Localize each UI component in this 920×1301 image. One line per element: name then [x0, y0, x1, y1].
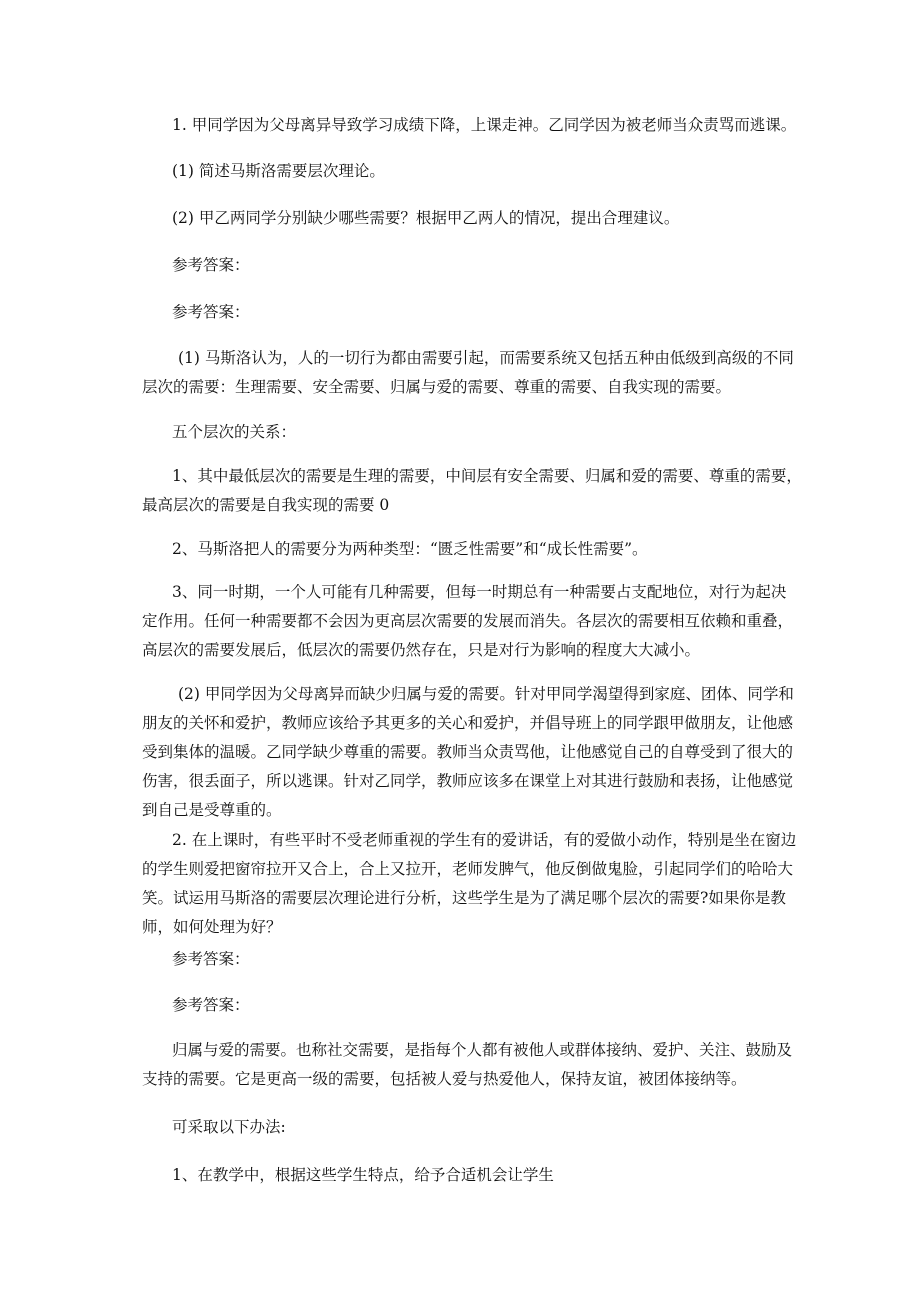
text-line: 参考答案： — [172, 256, 250, 274]
text-line: (2) 甲乙两同学分别缺少哪些需要？根据甲乙两人的情况，提出合理建议。 — [172, 209, 680, 227]
answer-label — [172, 251, 250, 280]
relations-heading — [172, 418, 296, 447]
answer-2-definition — [142, 1036, 793, 1094]
text-line: 高层次的需要发展后，低层次的需要仍然存在，只是对行为影响的程度大大减小。 — [142, 641, 701, 659]
question-1-part-1 — [172, 157, 385, 186]
text-line: 五个层次的关系： — [172, 423, 297, 441]
text-line: 1、其中最低层次的需要是生理的需要，中间层有安全需要、归属和爱的需要、尊重的需要， — [172, 467, 802, 485]
text-line: 2. 在上课时，有些平时不受老师重视的学生有的爱讲话，有的爱做小动作，特别是坐在窗边 — [172, 831, 797, 849]
text-line: 伤害，很丢面子，所以逃课。针对乙同学，教师应该多在课堂上对其进行鼓励和表扬，让他感觉 — [142, 772, 794, 790]
text-line: 1. 甲同学因为父母离异导致学习成绩下降，上课走神。乙同学因为被老师当众责骂而逃课。 — [172, 116, 797, 134]
relation-2 — [172, 535, 648, 564]
question-1 — [172, 111, 796, 140]
text-line: 支持的需要。它是更高一级的需要，包括被人爱与热爱他人，保持友谊，被团体接纳等。 — [142, 1070, 747, 1088]
methods-heading — [172, 1113, 286, 1142]
text-line: 朋友的关怀和爱护，教师应该给予其更多的关心和爱护，并倡导班上的同学跟甲做朋友，让他感 — [142, 714, 794, 732]
question-2 — [142, 826, 797, 942]
text-line: 3、同一时期，一个人可能有几种需要，但每一时期总有一种需要占支配地位，对行为起决 — [172, 583, 787, 601]
method-1 — [172, 1161, 554, 1190]
text-line: 1、在教学中，根据这些学生特点，给予合适机会让学生 — [172, 1166, 554, 1184]
text-line: (1) 简述马斯洛需要层次理论。 — [172, 162, 385, 180]
text-line: 的学生则爱把窗帘拉开又合上，合上又拉开，老师发脾气，他反倒做鬼脸，引起同学们的哈哈大 — [142, 860, 794, 878]
text-line: 受到集体的温暖。乙同学缺少尊重的需要。教师当众责骂他，让他感觉自己的自尊受到了很大的 — [142, 743, 794, 761]
text-line: 定作用。任何一种需要都不会因为更高层次需要的发展而消失。各层次的需要相互依赖和重叠， — [142, 612, 794, 630]
text-line: 层次的需要：生理需要、安全需要、归属与爱的需要、尊重的需要、自我实现的需要。 — [142, 378, 732, 396]
text-line: 参考答案： — [172, 303, 250, 321]
text-line: (2) 甲同学因为父母离异而缺少归属与爱的需要。针对甲同学渴望得到家庭、团体、同学和 — [178, 685, 794, 703]
text-line: (1) 马斯洛认为，人的一切行为都由需要引起，而需要系统又包括五种由低级到高级的不同 — [178, 349, 794, 367]
answer-1-part-1 — [142, 344, 794, 402]
answer-label — [172, 945, 250, 974]
text-line: 到自己是受尊重的。 — [142, 801, 282, 819]
relation-1 — [142, 462, 802, 520]
answer-1-part-2 — [142, 680, 794, 825]
text-line: 师，如何处理为好？ — [142, 918, 282, 936]
text-line: 可采取以下办法: — [172, 1118, 286, 1136]
text-line: 最高层次的需要是自我实现的需要 0 — [142, 496, 390, 514]
text-line: 笑。试运用马斯洛的需要层次理论进行分析，这些学生是为了满足哪个层次的需要?如果你是教 — [142, 889, 786, 907]
answer-label — [172, 991, 250, 1020]
text-line: 归属与爱的需要。也称社交需要，是指每个人都有被他人或群体接纳、爱护、关注、鼓励及 — [172, 1041, 793, 1059]
relation-3 — [142, 578, 794, 665]
text-line: 参考答案： — [172, 996, 250, 1014]
text-line: 2、马斯洛把人的需要分为两种类型：“匮乏性需要”和“成长性需要”。 — [172, 540, 648, 558]
question-1-part-2 — [172, 204, 679, 233]
answer-label — [172, 298, 250, 327]
text-line: 参考答案： — [172, 950, 250, 968]
